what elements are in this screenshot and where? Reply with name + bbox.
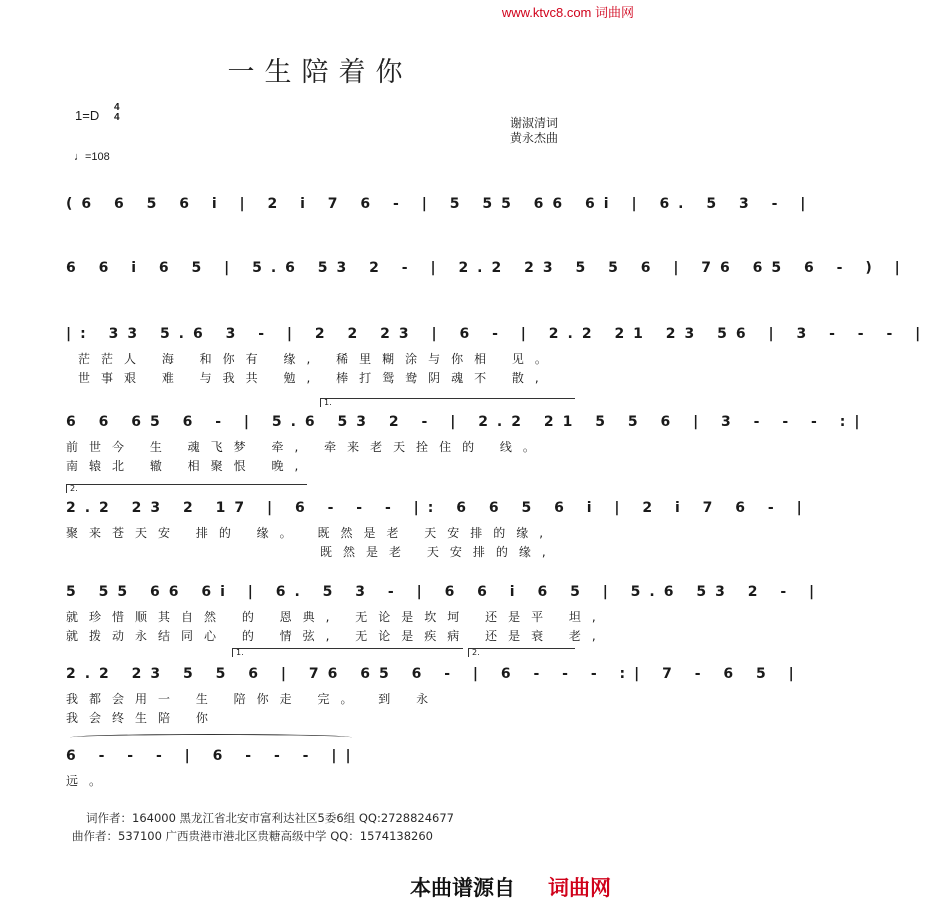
lyric-line-8: 远。 [66,774,113,788]
brand-source-label: 本曲谱源自 [410,876,515,900]
lyric-line-4b: 南辕北 辙 相聚恨 晚, [66,459,310,473]
ending-bracket-1b [232,648,463,657]
score-line-6: 5 55 66 6i | 6. 5 3 - | 6 6 i 6 5 | 5.6 53 2 - | [66,584,824,600]
lyric-line-6a: 就珍惜顺其自然 的 恩典, 无论是坎坷 还是平 坦, [66,610,607,624]
ending-bracket-1 [320,398,575,407]
lyric-line-7a: 我都会用一 生 陪你走 完。 到 永 [66,692,440,706]
tempo-marking: ♩=108 [74,151,110,163]
key-signature: 1=D [75,108,100,123]
score-line-7: 2.2 23 5 5 6 | 76 65 6 - | 6 - - - :| 7 - 6 5 | [66,666,803,682]
lyric-line-7b: 我会终生陪 你 [66,711,219,725]
lyric-line-4a: 前世今 生 魂飞梦 牵, 牵来老天拴住的 线。 [66,440,546,454]
ending-1-label: 1. [324,398,332,407]
lyric-line-3b: 世事艰 难 与我共 勉, 棒打鸳鸯阴魂不 散, [78,371,550,385]
lyric-line-5b: 既然是老 天安排的缘, [320,545,557,559]
ending-2-label: 2. [70,484,78,493]
score-line-5: 2.2 23 2 17 | 6 - - - |: 6 6 5 6 i | 2 i 7 6 - | [66,500,811,516]
credits [510,116,558,146]
composer-info: 曲作者：537100 广西贵港市港北区贵糖高级中学 QQ：1574138260 [72,829,433,843]
site-watermark: www.ktvc8.com 词曲网 [501,5,634,20]
final-tie [70,734,352,741]
ending-1b-label: 1. [236,648,244,657]
song-title: 一生陪着你 [227,57,413,88]
score-line-3: |: 33 5.6 3 - | 2 2 23 | 6 - | 2.2 21 23 56 | 3 - - - | [66,326,929,342]
lyric-line-5a: 聚来苍天安 排的 缘。 既然是老 天安排的缘, [66,526,555,540]
score-line-2: 6 6 i 6 5 | 5.6 53 2 - | 2.2 23 5 5 6 | 76 65 6 - ) | [66,260,909,276]
lyricist-info: 词作者：164000 黑龙江省北安市富利达社区5委6组 QQ:2728824677 [86,811,454,825]
composer-credit: 黄永杰曲 [510,131,559,145]
ending-2b-label: 2. [472,648,480,657]
brand-logo-text[interactable]: 词曲网 [548,876,611,900]
score-line-4: 6 6 65 6 - | 5.6 53 2 - | 2.2 21 5 5 6 | 3 - - - :| [66,414,869,430]
time-signature-bottom: 4 [114,112,120,123]
score-line-8: 6 - - - | 6 - - - || [66,748,360,764]
ending-bracket-2 [66,484,307,493]
time-signature [114,103,120,123]
lyricist-credit: 谢淑清词 [510,116,559,130]
lyric-line-6b: 就拨动永结同心 的 情弦, 无论是疾病 还是衰 老, [66,629,607,643]
lyric-line-3a: 茫茫人 海 和你有 缘, 稀里糊涂与你相 见。 [78,352,558,366]
score-line-1: (6 6 5 6 i | 2 i 7 6 - | 5 55 66 6i | 6. 5 3 - | [66,196,815,212]
ending-bracket-2b [468,648,575,657]
time-signature-top: 4 [114,102,120,113]
